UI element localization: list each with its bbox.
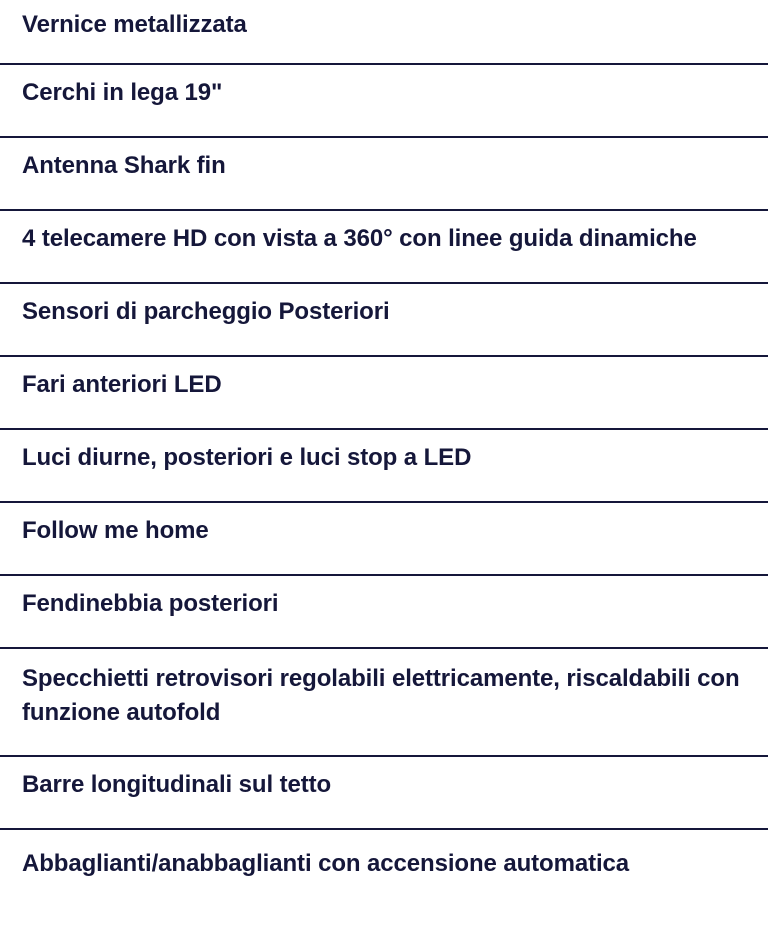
feature-label: Fari anteriori LED [22, 371, 222, 398]
feature-label: Follow me home [22, 517, 209, 544]
feature-label: 4 telecamere HD con vista a 360° con linee guida dinamiche [22, 225, 697, 252]
feature-label: Cerchi in lega 19" [22, 79, 223, 106]
feature-label: Luci diurne, posteriori e luci stop a LED [22, 444, 472, 471]
feature-label: Specchietti retrovisori regolabili elettricamente, riscaldabili con funzione autofold [22, 665, 740, 726]
feature-label: Barre longitudinali sul tetto [22, 771, 332, 798]
feature-label: Fendinebbia posteriori [22, 590, 279, 617]
feature-item [0, 65, 768, 138]
feature-label: Antenna Shark fin [22, 152, 226, 179]
feature-item [0, 576, 768, 649]
feature-item [0, 503, 768, 576]
feature-item [0, 211, 768, 284]
feature-label: Abbaglianti/anabbaglianti con accensione automatica [22, 850, 630, 877]
feature-item [0, 830, 768, 928]
feature-item [0, 649, 768, 757]
feature-label: Vernice metallizzata [22, 11, 247, 38]
feature-item [0, 138, 768, 211]
feature-item [0, 0, 768, 65]
feature-item [0, 757, 768, 830]
feature-item [0, 284, 768, 357]
feature-item [0, 357, 768, 430]
feature-label: Sensori di parcheggio Posteriori [22, 298, 390, 325]
feature-item [0, 430, 768, 503]
